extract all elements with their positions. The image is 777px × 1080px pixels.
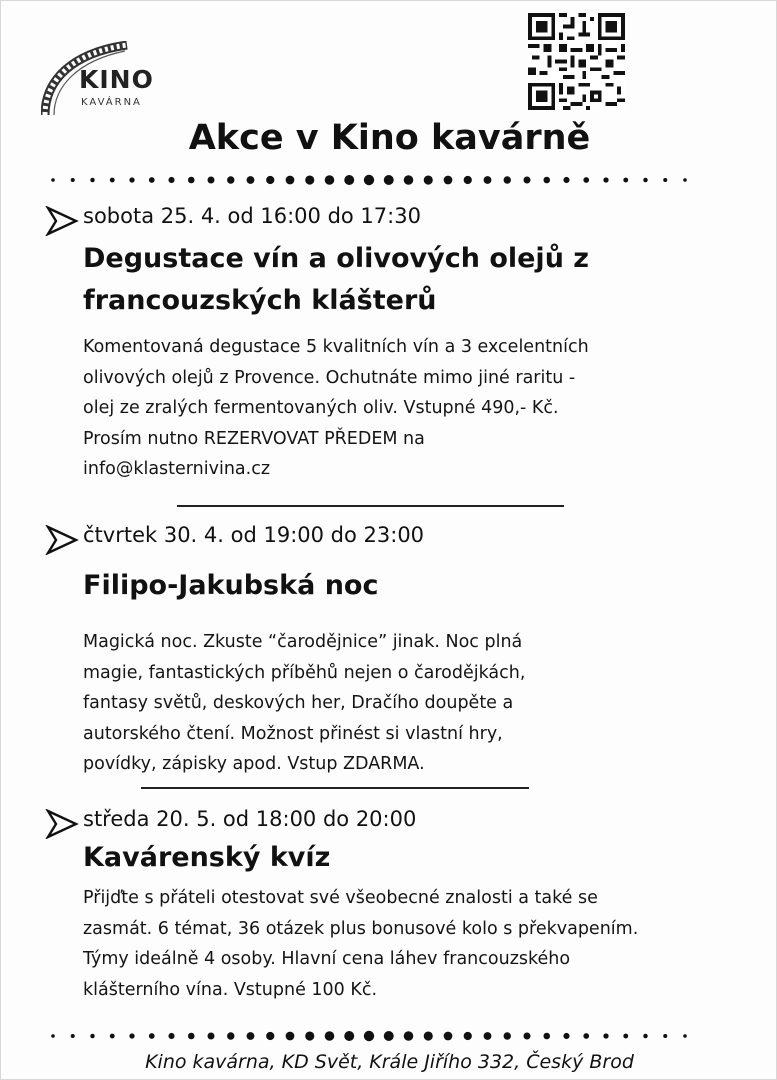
arrow-right-icon <box>45 809 79 839</box>
description-line: olej ze zralých fermentovaných oliv. Vstupné 490,- Kč. <box>83 398 559 418</box>
logo-kino-text: KINO <box>79 65 154 94</box>
kino-kavarna-logo <box>41 41 161 123</box>
description-line: autorského čtení. Možnost přinést si vlastní hry, <box>83 723 503 744</box>
event-walpurgis-night <box>45 523 745 780</box>
event-name <box>83 837 745 879</box>
event-separator <box>141 787 529 789</box>
event-name <box>83 565 745 607</box>
event-description <box>83 627 745 780</box>
dotted-divider-bottom <box>49 1029 689 1043</box>
event-wine-tasting <box>45 204 745 485</box>
event-date: středa 20. 5. od 18:00 do 20:00 <box>83 807 417 831</box>
dotted-divider-top <box>49 173 689 187</box>
description-line: povídky, zápisky apod. Vstup ZDARMA. <box>83 754 425 774</box>
description-line: Přijďte s přáteli otestovat své všeobecné znalosti a také se <box>83 888 598 908</box>
event-email-link[interactable]: info@klasternivina.cz <box>83 459 271 479</box>
event-name <box>83 238 745 322</box>
description-line: Magická noc. Zkuste “čarodějnice” jinak. Noc plná <box>83 632 523 652</box>
arrow-right-icon <box>45 525 79 555</box>
description-line: fantasy světů, deskových her, Dračího doupěte a <box>83 693 514 713</box>
arrow-right-icon <box>45 206 79 236</box>
qr-code[interactable] <box>528 13 625 110</box>
event-description <box>83 883 745 1005</box>
description-line: zasmát. 6 témat, 36 otázek plus bonusové kolo s překvapením. <box>83 918 639 939</box>
event-date: sobota 25. 4. od 16:00 do 17:30 <box>83 204 421 228</box>
description-line: Týmy ideálně 4 osoby. Hlavní cena láhev francouzského <box>83 949 571 969</box>
event-description <box>83 332 745 485</box>
description-line: olivových olejů z Provence. Ochutnáte mimo jiné raritu - <box>83 367 576 388</box>
event-separator <box>177 505 564 507</box>
event-name-line: Filipo-Jakubská noc <box>83 570 379 601</box>
event-name-line: francouzských klášterů <box>83 285 437 316</box>
event-name-line: Degustace vín a olivových olejů z <box>83 243 590 274</box>
event-date: čtvrtek 30. 4. od 19:00 do 23:00 <box>83 523 425 547</box>
footer-address: Kino kavárna, KD Svět, Krále Jiřího 332, Český Brod <box>145 1051 634 1073</box>
page-title: Akce v Kino kavárně <box>188 118 591 158</box>
description-line: klášterního vína. Vstupné 100 Kč. <box>83 979 378 1000</box>
description-line: Prosím nutno REZERVOVAT PŘEDEM na <box>83 428 425 449</box>
event-name-line: Kavárenský kvíz <box>83 842 331 873</box>
description-line: Komentovaná degustace 5 kvalitních vín a 3 excelentních <box>83 337 589 357</box>
logo-kavarna-text: KAVÁRNA <box>81 97 142 108</box>
event-cafe-quiz <box>45 807 745 1005</box>
description-line: magie, fantastických příběhů nejen o čarodějkách, <box>83 662 526 683</box>
